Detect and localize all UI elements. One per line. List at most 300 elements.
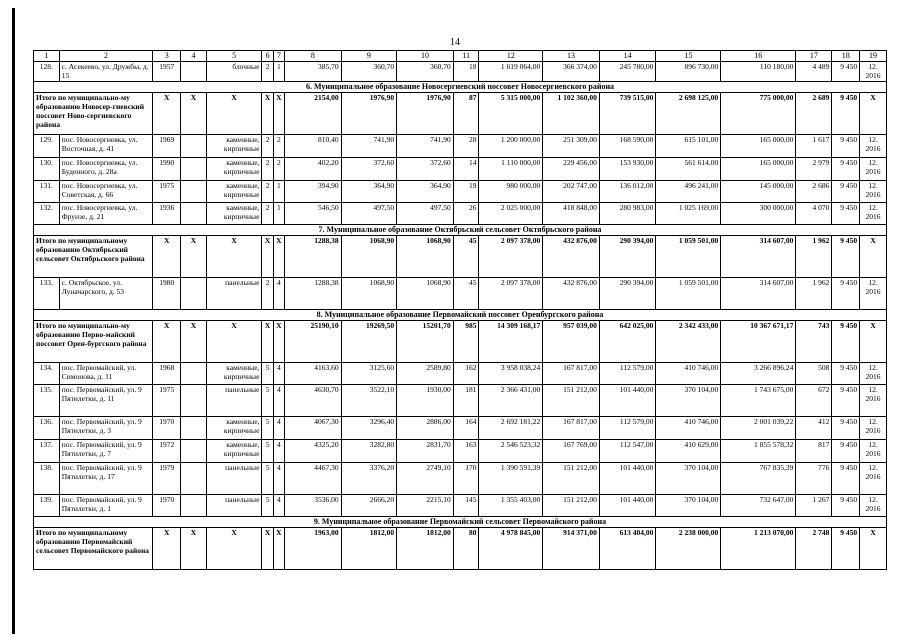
table-cell: 202 747,00 <box>543 181 600 203</box>
table-cell: 162 <box>453 363 479 385</box>
table-cell: 4 <box>273 385 284 417</box>
table-cell: 181 <box>453 385 479 417</box>
table-cell: 2886,00 <box>397 417 454 440</box>
table-cell: 1 743 675,00 <box>721 385 796 417</box>
table-cell: 15201,70 <box>397 321 454 363</box>
table-cell: 2 097 378,00 <box>479 278 543 310</box>
table-cell: 129. <box>34 135 60 158</box>
table-cell: 136 012,00 <box>599 181 656 203</box>
table-cell: 1068,90 <box>397 236 454 278</box>
table-cell: 810,40 <box>285 135 342 158</box>
table-cell: 5 <box>262 440 273 463</box>
section-title: 9. Муниципальное образование Первомайский сельсовет Первомайского района <box>34 517 887 528</box>
table-cell: 3 266 896,24 <box>721 363 796 385</box>
column-number: 14 <box>599 51 656 62</box>
table-cell: 1972 <box>153 440 181 463</box>
table-cell: 360,70 <box>397 62 454 82</box>
table-cell: 957 039,00 <box>543 321 600 363</box>
table-cell: 3125,60 <box>341 363 397 385</box>
table-cell: 45 <box>453 278 479 310</box>
column-number: 12 <box>479 51 543 62</box>
table-row <box>34 440 887 463</box>
table-cell: 739 515,00 <box>599 93 656 135</box>
column-number-row <box>34 51 887 62</box>
table-cell: 45 <box>453 236 479 278</box>
table-cell: 672 <box>796 385 832 417</box>
table-cell: 5 315 000,00 <box>479 93 543 135</box>
table-cell: 2 686 <box>796 181 832 203</box>
table-cell: 1 <box>273 62 284 82</box>
table-cell: 138. <box>34 463 60 495</box>
table-cell: 101 440,00 <box>599 385 656 417</box>
column-number: 10 <box>397 51 454 62</box>
table-cell: 1 617 <box>796 135 832 158</box>
address-cell: пос. Первомайский, ул. 9 Пятилетки, д. 17 <box>59 463 153 495</box>
column-number: 9 <box>341 51 397 62</box>
table-cell: Х <box>262 93 273 135</box>
table-cell: 364,90 <box>341 181 397 203</box>
table-cell: 165 000,00 <box>721 158 796 181</box>
table-cell: 4325,20 <box>285 440 342 463</box>
table-cell: 112 579,00 <box>599 417 656 440</box>
table-cell: 2 097 378,00 <box>479 236 543 278</box>
table-cell: 3 958 038,24 <box>479 363 543 385</box>
table-cell: 1957 <box>153 62 181 82</box>
page-number: 14 <box>450 37 460 48</box>
table-cell: 2 <box>262 278 273 310</box>
column-number: 16 <box>721 51 796 62</box>
table-row <box>34 417 887 440</box>
table-cell: 1 962 <box>796 278 832 310</box>
table-cell: панельные <box>206 385 262 417</box>
table-cell: Х <box>181 528 207 570</box>
table-cell: 741,90 <box>397 135 454 158</box>
table-cell: 2 <box>262 135 273 158</box>
table-cell: 2 342 433,00 <box>656 321 721 363</box>
table-cell: 360,70 <box>341 62 397 82</box>
table-cell <box>181 181 207 203</box>
table-cell: 164 <box>453 417 479 440</box>
table-cell: 4067,30 <box>285 417 342 440</box>
table-cell: 12. 2016 <box>860 440 887 463</box>
table-cell: 508 <box>796 363 832 385</box>
table-cell: 1 355 403,00 <box>479 495 543 517</box>
table-cell <box>181 463 207 495</box>
table-cell: 145 <box>453 495 479 517</box>
table-cell: 130. <box>34 158 60 181</box>
table-cell: 12. 2016 <box>860 135 887 158</box>
table-cell: 1068,90 <box>341 278 397 310</box>
table-cell: 1 390 591,39 <box>479 463 543 495</box>
column-number: 8 <box>285 51 342 62</box>
subtotal-label: Итого по муниципальному образованию Октябрьский сельсовет Октябрьского района <box>34 236 153 278</box>
table-cell: 9 450 <box>832 363 860 385</box>
table-cell: 2 <box>262 158 273 181</box>
table-cell: 1812,00 <box>341 528 397 570</box>
table-cell: Х <box>860 236 887 278</box>
table-cell: 2 689 <box>796 93 832 135</box>
table-cell: 1 213 070,00 <box>721 528 796 570</box>
table-cell: 1 855 578,32 <box>721 440 796 463</box>
table-cell: 1936 <box>153 203 181 225</box>
table-cell: 817 <box>796 440 832 463</box>
address-cell: пос. Новосергиевка, ул. Буденного, д. 28а <box>59 158 153 181</box>
table-cell: Х <box>206 93 262 135</box>
table-row <box>34 495 887 517</box>
table-cell: 418 848,00 <box>543 203 600 225</box>
table-row <box>34 363 887 385</box>
table-cell: 9 450 <box>832 385 860 417</box>
table-cell: Х <box>262 236 273 278</box>
table-cell: 1 059 501,00 <box>656 236 721 278</box>
table-cell: 732 647,00 <box>721 495 796 517</box>
table-cell: 1969 <box>153 135 181 158</box>
table-cell: Х <box>181 321 207 363</box>
table-cell: 280 983,00 <box>599 203 656 225</box>
section-title: 6. Муниципальное образование Новосергиевский поссовет Новосергиевского района <box>34 82 887 93</box>
table-cell: 642 025,00 <box>599 321 656 363</box>
table-cell: Х <box>273 236 284 278</box>
section-title: 7. Муниципальное образование Октябрьский сельсовет Октябрьского района <box>34 225 887 236</box>
address-cell: пос. Новосергиевка, ул. Фрунзе, д. 21 <box>59 203 153 225</box>
table-cell: 9 450 <box>832 93 860 135</box>
table-cell: 245 780,00 <box>599 62 656 82</box>
subtotal-row <box>34 93 887 135</box>
table-cell: Х <box>181 236 207 278</box>
table-cell: 9 450 <box>832 158 860 181</box>
table-cell: 743 <box>796 321 832 363</box>
table-cell: 914 371,00 <box>543 528 600 570</box>
table-cell: 372,60 <box>341 158 397 181</box>
table-cell: 3282,80 <box>341 440 397 463</box>
table-cell <box>181 363 207 385</box>
column-number: 18 <box>832 51 860 62</box>
table-cell: 1 267 <box>796 495 832 517</box>
table-cell: 9 450 <box>832 495 860 517</box>
table-cell: 9 450 <box>832 528 860 570</box>
table-cell: каменные, кирпичные <box>206 440 262 463</box>
table-cell: 18 <box>453 62 479 82</box>
table-cell: Х <box>206 236 262 278</box>
table-cell: Х <box>206 528 262 570</box>
table-cell: 2666,20 <box>341 495 397 517</box>
table-cell: Х <box>273 528 284 570</box>
table-cell: 19 <box>453 181 479 203</box>
table-cell: 12. 2016 <box>860 62 887 82</box>
table-cell: 12. 2016 <box>860 385 887 417</box>
table-cell <box>181 278 207 310</box>
table-cell: 2215,10 <box>397 495 454 517</box>
table-cell: 134. <box>34 363 60 385</box>
table-cell: 1068,90 <box>397 278 454 310</box>
column-number: 13 <box>543 51 600 62</box>
table-cell: Х <box>181 93 207 135</box>
table-cell: Х <box>153 528 181 570</box>
section-header-row <box>34 517 887 528</box>
table-cell <box>181 203 207 225</box>
address-cell: пос. Новосергиевка, ул. Восточная, д. 41 <box>59 135 153 158</box>
table-cell: 1 200 000,00 <box>479 135 543 158</box>
table-cell: блочные <box>206 62 262 82</box>
table-cell: 3296,40 <box>341 417 397 440</box>
table-cell: 26 <box>453 203 479 225</box>
table-cell: 163 <box>453 440 479 463</box>
table-cell: 613 404,00 <box>599 528 656 570</box>
table-cell <box>181 385 207 417</box>
section-header-row <box>34 225 887 236</box>
table-cell: 741,90 <box>341 135 397 158</box>
table-cell: 9 450 <box>832 203 860 225</box>
table-cell: 1 110 000,00 <box>479 158 543 181</box>
column-number: 4 <box>181 51 207 62</box>
table-cell: 1975 <box>153 385 181 417</box>
table-cell: 432 876,00 <box>543 236 600 278</box>
table-cell: каменные, кирпичные <box>206 135 262 158</box>
table-cell: 775 000,00 <box>721 93 796 135</box>
table-cell: каменные, кирпичные <box>206 417 262 440</box>
table-cell: 9 450 <box>832 278 860 310</box>
table-cell: 1963,00 <box>285 528 342 570</box>
table-cell: 4 <box>273 440 284 463</box>
column-number: 7 <box>273 51 284 62</box>
table-cell: 167 769,00 <box>543 440 600 463</box>
section-header-row <box>34 82 887 93</box>
table-cell: 370 104,00 <box>656 463 721 495</box>
table-cell: 2 <box>273 158 284 181</box>
table-cell: 9 450 <box>832 321 860 363</box>
table-cell: 153 930,00 <box>599 158 656 181</box>
table-cell: 2 238 000,00 <box>656 528 721 570</box>
table-cell: 1 059 501,00 <box>656 278 721 310</box>
table-cell: Х <box>273 93 284 135</box>
table-cell: 1812,00 <box>397 528 454 570</box>
table-cell <box>181 62 207 82</box>
table-cell: 110 180,00 <box>721 62 796 82</box>
table-cell: 2 001 039,22 <box>721 417 796 440</box>
table-cell: 394,90 <box>285 181 342 203</box>
table-cell: 3376,20 <box>341 463 397 495</box>
table-cell: 5 <box>262 463 273 495</box>
table-cell: 9 450 <box>832 463 860 495</box>
table-cell: каменные, кирпичные <box>206 158 262 181</box>
table-cell: 2 748 <box>796 528 832 570</box>
table-cell: 4 070 <box>796 203 832 225</box>
table-cell: 615 101,00 <box>656 135 721 158</box>
table-cell: 9 450 <box>832 135 860 158</box>
table-cell: 1 <box>273 203 284 225</box>
table-cell: 128. <box>34 62 60 82</box>
table-cell: Х <box>262 528 273 570</box>
address-cell: с. Асекеево, ул. Дружбы, д. 15 <box>59 62 153 82</box>
table-cell: 497,50 <box>397 203 454 225</box>
table-cell: 3536,00 <box>285 495 342 517</box>
table-cell <box>181 135 207 158</box>
table-cell: 980 000,00 <box>479 181 543 203</box>
table-cell: 776 <box>796 463 832 495</box>
table-cell: 4 <box>273 363 284 385</box>
address-cell: пос. Первомайский, ул. 9 Пятилетки, д. 3 <box>59 417 153 440</box>
table-cell: 1975 <box>153 181 181 203</box>
table-cell: 4163,60 <box>285 363 342 385</box>
table-cell: 14 309 168,17 <box>479 321 543 363</box>
table-cell: 151 212,00 <box>543 385 600 417</box>
table-cell: 9 450 <box>832 62 860 82</box>
table-cell: 151 212,00 <box>543 463 600 495</box>
table-cell: 370 104,00 <box>656 495 721 517</box>
table-row <box>34 135 887 158</box>
table-cell: 9 450 <box>832 440 860 463</box>
table-cell: 1 962 <box>796 236 832 278</box>
table-row <box>34 463 887 495</box>
table-cell: 985 <box>453 321 479 363</box>
table-cell: 10 367 671,17 <box>721 321 796 363</box>
page-left-border <box>12 8 15 634</box>
table-cell: Х <box>262 321 273 363</box>
address-cell: пос. Первомайский, ул. Симонова, д. 11 <box>59 363 153 385</box>
column-number: 2 <box>59 51 153 62</box>
table-cell: 4 489 <box>796 62 832 82</box>
table-cell <box>181 440 207 463</box>
table-cell: 5 <box>262 417 273 440</box>
table-cell: 2749,10 <box>397 463 454 495</box>
table-cell: 4 978 845,00 <box>479 528 543 570</box>
table-cell: Х <box>860 321 887 363</box>
table-cell: 410 629,00 <box>656 440 721 463</box>
table-cell: Х <box>153 93 181 135</box>
table-cell: 5 <box>262 385 273 417</box>
table-cell: 132. <box>34 203 60 225</box>
address-cell: пос. Первомайский, ул. 9 Пятилетки, д. 7 <box>59 440 153 463</box>
column-number: 19 <box>860 51 887 62</box>
table-cell: 139. <box>34 495 60 517</box>
table-body <box>34 51 887 570</box>
table-cell: 314 607,00 <box>721 278 796 310</box>
table-cell: 12. 2016 <box>860 278 887 310</box>
table-cell: каменные, кирпичные <box>206 181 262 203</box>
table-cell: 2 366 431,00 <box>479 385 543 417</box>
address-cell: пос. Первомайский, ул. 9 Пятилетки, д. 1 <box>59 495 153 517</box>
table-cell: 2 <box>273 135 284 158</box>
table-cell: 1288,38 <box>285 278 342 310</box>
table-cell: панельные <box>206 495 262 517</box>
table-cell: 112 579,00 <box>599 363 656 385</box>
table-cell: 9 450 <box>832 417 860 440</box>
table-row <box>34 181 887 203</box>
table-cell: 561 614,00 <box>656 158 721 181</box>
table-cell: 385,70 <box>285 62 342 82</box>
subtotal-row <box>34 321 887 363</box>
table-cell: 5 <box>262 363 273 385</box>
table-cell: 2 979 <box>796 158 832 181</box>
table-cell: Х <box>206 321 262 363</box>
table-cell: 2 <box>262 181 273 203</box>
table-cell: 2 546 523,32 <box>479 440 543 463</box>
table-cell: 167 817,00 <box>543 363 600 385</box>
table-cell: 1 025 169,00 <box>656 203 721 225</box>
table-cell: 136. <box>34 417 60 440</box>
column-number: 11 <box>453 51 479 62</box>
table-cell: каменные, кирпичные <box>206 203 262 225</box>
table-cell: 1068,90 <box>341 236 397 278</box>
table-cell: 896 730,00 <box>656 62 721 82</box>
table-cell: 4 <box>273 417 284 440</box>
address-cell: пос. Новосергиевка, ул. Советская, д. 66 <box>59 181 153 203</box>
table-cell: 410 746,00 <box>656 417 721 440</box>
column-number: 6 <box>262 51 273 62</box>
table-cell: 1979 <box>153 463 181 495</box>
table-cell: Х <box>153 236 181 278</box>
table-cell: 370 104,00 <box>656 385 721 417</box>
table-cell: 165 000,00 <box>721 135 796 158</box>
table-cell: Х <box>860 93 887 135</box>
column-number: 1 <box>34 51 60 62</box>
table-cell: 135. <box>34 385 60 417</box>
table-row <box>34 158 887 181</box>
subtotal-row <box>34 236 887 278</box>
table-cell: 145 000,00 <box>721 181 796 203</box>
table-cell: 9 450 <box>832 236 860 278</box>
table-cell: 229 456,00 <box>543 158 600 181</box>
section-title: 8. Муниципальное образование Первомайский поссовет Оренбургского района <box>34 310 887 321</box>
column-number: 3 <box>153 51 181 62</box>
table-cell: 1930,00 <box>397 385 454 417</box>
table-cell: 1970 <box>153 495 181 517</box>
table-cell: 4 <box>273 495 284 517</box>
table-cell: 12. 2016 <box>860 363 887 385</box>
table-cell: 1976,90 <box>397 93 454 135</box>
table-cell: 151 212,00 <box>543 495 600 517</box>
table-cell: 1990 <box>153 158 181 181</box>
table-cell: 12. 2016 <box>860 463 887 495</box>
table-cell: 2 <box>262 62 273 82</box>
table-cell: 496 241,00 <box>656 181 721 203</box>
table-cell: 3522,10 <box>341 385 397 417</box>
column-number: 17 <box>796 51 832 62</box>
table-cell: 432 876,00 <box>543 278 600 310</box>
table-cell: 1968 <box>153 363 181 385</box>
table-cell: 1288,38 <box>285 236 342 278</box>
table-cell: 131. <box>34 181 60 203</box>
table-cell: каменные, кирпичные <box>206 363 262 385</box>
table-cell <box>181 158 207 181</box>
table-cell: 2 025 000,00 <box>479 203 543 225</box>
table-cell: 1970 <box>153 417 181 440</box>
address-cell: с. Октябрьское, ул. Луначарского, д. 53 <box>59 278 153 310</box>
subtotal-label: Итого по муниципально-му образованию Новосер-гиевский поссовет Ново-сергиевского района <box>34 93 153 135</box>
table-cell: 5 <box>262 495 273 517</box>
subtotal-label: Итого по муниципально-му образованию Перво-майский поссовет Орен-бургского района <box>34 321 153 363</box>
table-cell: 300 000,00 <box>721 203 796 225</box>
table-row <box>34 203 887 225</box>
table-row <box>34 278 887 310</box>
table-cell: 137. <box>34 440 60 463</box>
table-cell: 402,20 <box>285 158 342 181</box>
table-cell: 497,50 <box>341 203 397 225</box>
table-cell: 1980 <box>153 278 181 310</box>
table-cell: 2154,00 <box>285 93 342 135</box>
table-cell: 1976,90 <box>341 93 397 135</box>
address-cell: пос. Первомайский, ул. 9 Пятилетки, д. 11 <box>59 385 153 417</box>
table-cell: 2 <box>262 203 273 225</box>
housing-program-table <box>33 50 887 570</box>
table-cell: 366 374,00 <box>543 62 600 82</box>
table-cell: 251 309,00 <box>543 135 600 158</box>
table-cell: 12. 2016 <box>860 495 887 517</box>
section-header-row <box>34 310 887 321</box>
table-cell: 80 <box>453 528 479 570</box>
subtotal-label: Итого по муниципальному образованию Первомайский сельсовет Первомайского района <box>34 528 153 570</box>
table-cell <box>181 417 207 440</box>
